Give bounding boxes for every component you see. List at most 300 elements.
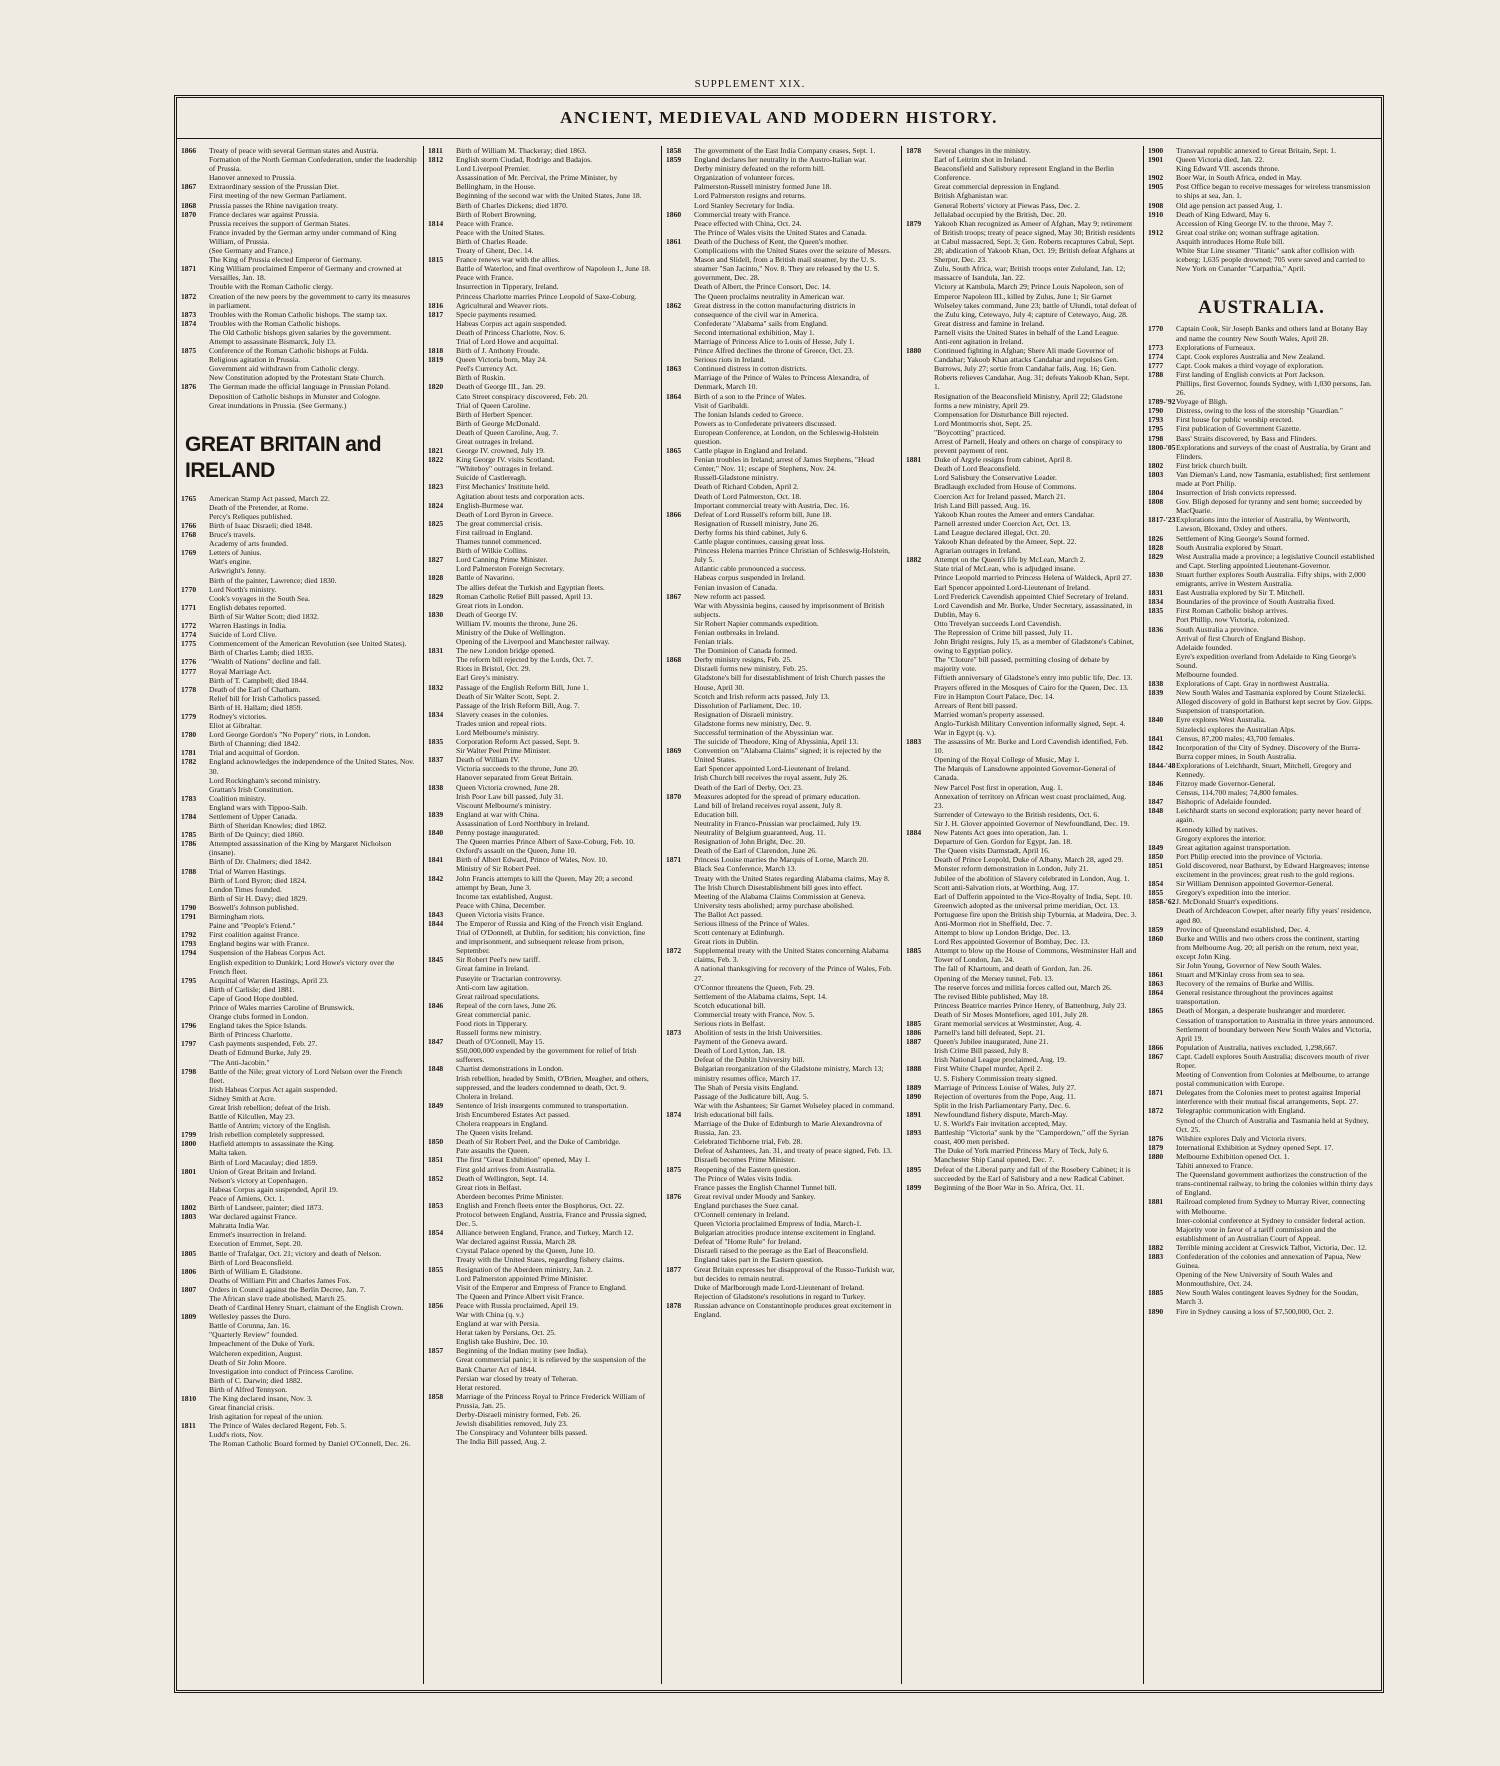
history-entry xyxy=(1148,146,1375,155)
history-entry xyxy=(1148,173,1375,182)
entry-text: Thames tunnel commenced. xyxy=(456,537,542,547)
entry-text: Education bill. xyxy=(694,809,739,819)
history-entry xyxy=(666,1092,895,1101)
entry-year: 1829 xyxy=(428,591,444,601)
entry-text: Birth of George McDonald. xyxy=(456,418,541,428)
history-entry xyxy=(181,730,417,739)
entry-text: Emmet's insurrection in Ireland. xyxy=(209,1230,307,1240)
history-entry xyxy=(428,710,655,719)
history-entry xyxy=(181,401,417,410)
entry-text: Fenian troubles in Ireland; arrest of James Stephens, "Head Center," Nov. 11; escape of Stephens, Nov. 24. xyxy=(694,455,875,474)
history-entry xyxy=(428,1146,655,1155)
entry-text: First house for public worship erected. xyxy=(1176,415,1294,425)
entry-text: The revised Bible published, May 18. xyxy=(934,991,1049,1001)
entry-text: Post Office began to receive messages for wireless transmission to ships at sea, Jan. 1. xyxy=(1176,182,1371,201)
history-entry xyxy=(1148,443,1375,461)
entry-year: 1791 xyxy=(181,912,197,922)
entry-text: Cook's voyages in the South Sea. xyxy=(209,593,310,603)
entry-year xyxy=(906,719,934,728)
entry-year xyxy=(906,419,934,428)
history-entry xyxy=(906,692,1137,701)
entry-year xyxy=(666,482,694,491)
entry-text: Derby forms his third cabinet, July 6. xyxy=(694,527,808,537)
entry-text: Lord Salisbury the Conservative Leader. xyxy=(934,473,1057,483)
entry-text: Portuguese fire upon the British ship Tyburnia, at Madeira, Dec. 3. xyxy=(934,909,1137,919)
history-entry xyxy=(428,201,655,210)
history-entry xyxy=(428,664,655,673)
entry-year: 1807 xyxy=(181,1284,197,1294)
history-entry xyxy=(906,846,1137,855)
history-entry xyxy=(906,1001,1137,1010)
history-entry xyxy=(906,1183,1137,1192)
entry-text: "Wealth of Nations" decline and fall. xyxy=(209,657,321,667)
entry-text: Earl of Dufferin appointed to the Vice-Royalty of India, Sept. 10. xyxy=(934,891,1133,901)
entry-year xyxy=(428,1292,456,1301)
entry-text: Agricultural and Weaver riots. xyxy=(456,300,549,310)
history-entry xyxy=(181,739,417,748)
entry-text: Death of the Pretender, at Rome. xyxy=(209,502,309,512)
entry-text: Phillips, first Governor, founds Sydney, with 1,030 persons, Jan. 26. xyxy=(1176,378,1372,398)
history-entry xyxy=(666,601,895,619)
entry-text: Supplemental treaty with the United States concerning Alabama claims, Feb. 3. xyxy=(694,946,889,965)
entry-text: Disraeli forms new ministry, Feb. 25. xyxy=(694,664,808,674)
history-entry xyxy=(906,564,1137,573)
entry-text: U. S. World's Fair invitation accepted, May. xyxy=(934,1119,1067,1129)
entry-text: Fitzroy made Governor-General. xyxy=(1176,779,1276,789)
history-entry xyxy=(906,837,1137,846)
entry-text: Burke and Willis and two others cross the continent, starting from Melbourne Aug. 20; all perish on the return, next year, except John King. xyxy=(1176,933,1360,961)
history-entry xyxy=(906,155,1137,164)
history-entry xyxy=(1148,834,1375,843)
history-entry xyxy=(428,719,655,728)
entry-year xyxy=(428,1110,456,1119)
history-entry xyxy=(181,1221,417,1230)
history-entry xyxy=(906,501,1137,510)
entry-text: Convention on "Alabama Claims" signed; it is rejected by the United States. xyxy=(694,746,882,765)
history-entry xyxy=(1148,888,1375,897)
entry-text: Rodney's victories. xyxy=(209,711,267,721)
history-entry xyxy=(666,583,895,592)
history-entry xyxy=(906,219,1137,264)
history-entry xyxy=(906,983,1137,992)
entry-year xyxy=(906,1101,934,1110)
entry-year xyxy=(428,1283,456,1292)
entry-year xyxy=(181,1103,209,1112)
entry-text: Passage of the Irish Reform Bill, Aug. 7. xyxy=(456,700,580,710)
history-entry xyxy=(1148,219,1375,228)
entry-year: 1774 xyxy=(1148,351,1164,361)
entry-text: Disraeli raised to the peerage as the Earl of Beaconsfield. xyxy=(694,1246,869,1256)
entry-year xyxy=(666,1228,694,1237)
history-entry xyxy=(906,264,1137,282)
history-entry xyxy=(906,919,1137,928)
history-entry xyxy=(666,855,895,864)
history-entry xyxy=(666,282,895,291)
history-entry xyxy=(666,1046,895,1055)
entry-text: Confederation of the colonies and annexation of Papua, New Guinea. xyxy=(1176,1251,1361,1271)
entry-text: England purchases the Suez canal. xyxy=(694,1200,799,1210)
entry-year xyxy=(666,1292,694,1301)
entry-text: American Stamp Act passed, March 22. xyxy=(209,493,330,503)
entry-text: Crystal Palace opened by the Queen, June 10. xyxy=(456,1246,595,1256)
history-entry xyxy=(1148,625,1375,634)
entry-text: Conference of the Roman Catholic bishops at Fulda. xyxy=(209,346,369,356)
entry-text: Passage of the Judicature bill, Aug. 5. xyxy=(694,1091,809,1101)
history-entry xyxy=(181,566,417,575)
entry-text: Food riots in Tipperary. xyxy=(456,1019,528,1028)
history-entry xyxy=(181,219,417,228)
entry-year: 1777 xyxy=(1148,360,1164,370)
history-entry xyxy=(666,1055,895,1064)
history-entry xyxy=(666,1110,895,1119)
entry-year: 1836 xyxy=(1148,624,1164,634)
entry-year xyxy=(666,1037,694,1046)
history-entry xyxy=(428,737,655,746)
entry-year: 1910 xyxy=(1148,209,1164,219)
entry-year xyxy=(666,874,694,883)
history-entry xyxy=(666,428,895,446)
history-entry xyxy=(666,919,895,928)
history-entry xyxy=(906,928,1137,937)
entry-year xyxy=(181,503,209,512)
entry-text: Greenwich adopted as the universal prime meridian, Oct. 13. xyxy=(934,900,1119,910)
entry-text: Majority vote in favor of a tariff commission and the establishment of an Australian Court of Appeal. xyxy=(1176,1224,1337,1243)
history-entry xyxy=(428,910,655,919)
entry-year xyxy=(428,655,456,664)
entry-text: King William proclaimed Emperor of Germany and crowned at Versailles, Jan. 18. xyxy=(209,264,402,283)
entry-text: Queen Victoria died, Jan. 22. xyxy=(1176,155,1265,165)
entry-year xyxy=(666,1101,694,1110)
entry-text: Death of the Earl of Clarendon, June 26. xyxy=(694,846,817,856)
entry-text: Eyre's expedition overland from Adelaide to King George's Sound. xyxy=(1176,651,1356,670)
entry-year: 1912 xyxy=(1148,227,1164,237)
history-entry xyxy=(906,619,1137,628)
entry-year: 1851 xyxy=(1148,860,1164,870)
entry-year xyxy=(906,819,934,828)
history-entry xyxy=(906,201,1137,210)
entry-year: 1868 xyxy=(181,200,197,210)
entry-text: Birth of Charles Lamb; died 1835. xyxy=(209,648,314,658)
entry-year xyxy=(906,546,934,555)
entry-text: Gold discovered, near Bathurst, by Edward Hargreaves; intense excitement in the provinces; great rush to the gold regions. xyxy=(1176,860,1370,880)
entry-text: Peace effected with China, Oct. 24. xyxy=(694,218,802,228)
history-entry xyxy=(906,583,1137,592)
history-entry xyxy=(906,974,1137,983)
entry-year: 1831 xyxy=(1148,588,1164,598)
entry-text: The Ionian Islands ceded to Greece. xyxy=(694,409,804,419)
history-entry xyxy=(428,983,655,992)
entry-text: Meeting of the Alabama Claims Commission at Geneva. xyxy=(694,891,866,901)
history-entry xyxy=(1148,1025,1375,1043)
entry-text: Trial of Warren Hastings. xyxy=(209,866,287,876)
entry-year xyxy=(906,1046,934,1055)
entry-year xyxy=(906,837,934,846)
entry-year xyxy=(181,612,209,621)
entry-year xyxy=(906,728,934,737)
entry-text: Suicide of Castlereagh. xyxy=(456,473,527,483)
history-entry xyxy=(666,1165,895,1174)
entry-text: Complications with the United States over the seizure of Messrs. Mason and Slidell, from a British mail steamer, by the U. S. steamer "San Jacinto," Nov. 8. They are released by the U. S. government, Dec. 28. xyxy=(694,246,891,283)
history-entry xyxy=(1148,734,1375,743)
history-entry xyxy=(181,1439,417,1448)
entry-text: Earl Spencer appointed Lord-Lieutenant of Ireland. xyxy=(694,764,851,774)
entry-text: Grant memorial services at Westminster, Aug. 4. xyxy=(934,1019,1082,1028)
history-entry xyxy=(906,1046,1137,1055)
entry-text: Duke of Argyle resigns from cabinet, April 8. xyxy=(934,455,1072,465)
history-entry xyxy=(428,1064,655,1073)
entry-text: Hanover separated from Great Britain. xyxy=(456,773,574,783)
entry-text: Trouble with the Roman Catholic clergy. xyxy=(209,282,333,292)
entry-text: A national thanksgiving for recovery of the Prince of Wales, Feb. 27. xyxy=(694,964,892,983)
entry-year xyxy=(666,1119,694,1137)
history-entry xyxy=(181,1158,417,1167)
entry-text: Sir John Young, Governor of New South Wales. xyxy=(1176,960,1322,970)
history-entry xyxy=(181,794,417,803)
entry-text: Great outrages in Ireland. xyxy=(456,437,534,446)
entry-text: Sir William Dennison appointed Governor-General. xyxy=(1176,879,1334,889)
history-entry xyxy=(666,764,895,773)
entry-text: Birth of De Quincy; died 1860. xyxy=(209,830,304,840)
entry-year: 1835 xyxy=(428,737,444,747)
entry-year: 1872 xyxy=(666,946,682,956)
entry-year: 1872 xyxy=(1148,1106,1164,1116)
entry-year xyxy=(428,282,456,291)
entry-text: Ministry of Sir Robert Peel. xyxy=(456,864,541,874)
entry-text: Anglo-Turkish Military Convention informally signed, Sept. 4. xyxy=(934,718,1126,728)
entry-year: 1848 xyxy=(428,1064,444,1074)
entry-text: Irish National League proclaimed, Aug. 19. xyxy=(934,1055,1067,1065)
entry-text: Monster reform demonstration in London, July 21. xyxy=(934,864,1089,874)
entry-text: King Edward VII. ascends throne. xyxy=(1176,164,1280,174)
entry-year xyxy=(1148,246,1176,273)
history-entry xyxy=(428,1110,655,1119)
history-entry xyxy=(666,364,895,373)
entry-year xyxy=(906,874,934,883)
entry-year xyxy=(906,655,934,673)
entry-year: 1830 xyxy=(1148,569,1164,579)
history-entry xyxy=(666,864,895,873)
entry-text: Cash payments suspended, Feb. 27. xyxy=(209,1039,318,1049)
entry-year xyxy=(666,1155,694,1164)
entry-text: Birth of J. Anthony Froude. xyxy=(456,346,540,356)
history-entry xyxy=(428,1410,655,1419)
history-entry xyxy=(181,548,417,557)
entry-year xyxy=(428,537,456,546)
entry-text: Commercial treaty with France. xyxy=(694,209,791,219)
entry-year xyxy=(666,319,694,328)
entry-text: Battle of Waterloo, and final overthrow of Napoleon I., June 18. xyxy=(456,264,651,274)
history-entry xyxy=(1148,1043,1375,1052)
entry-year: 1783 xyxy=(181,793,197,803)
entry-year xyxy=(1148,379,1176,397)
entry-text: Lord North's ministry. xyxy=(209,584,277,594)
entry-year: 1770 xyxy=(181,584,197,594)
entry-year xyxy=(428,492,456,501)
entry-year xyxy=(181,1112,209,1121)
entry-year xyxy=(906,710,934,719)
entry-text: Measures adopted for the spread of primary education. xyxy=(694,791,861,801)
entry-text: Stuart and M'Kinlay cross from sea to sea. xyxy=(1176,970,1305,980)
entry-year xyxy=(428,719,456,728)
entry-text: Chartist demonstrations in London. xyxy=(456,1064,564,1074)
history-entry xyxy=(906,601,1137,619)
entry-text: Death of King Edward, May 6. xyxy=(1176,209,1271,219)
history-entry xyxy=(906,455,1137,464)
entry-year: 1882 xyxy=(906,555,922,565)
entry-text: Attempt on the Queen's life by McLean, March 2. xyxy=(934,555,1086,565)
entry-year: 1802 xyxy=(181,1203,197,1213)
history-entry xyxy=(428,1074,655,1092)
entry-year xyxy=(428,1128,456,1137)
history-entry xyxy=(906,792,1137,810)
entry-year: 1860 xyxy=(1148,933,1164,943)
history-entry xyxy=(428,328,655,337)
history-entry xyxy=(666,628,895,637)
entry-year: 1829 xyxy=(1148,551,1164,561)
history-entry xyxy=(181,512,417,521)
history-entry xyxy=(428,510,655,519)
entry-year: 1863 xyxy=(1148,979,1164,989)
entry-year xyxy=(181,1330,209,1339)
entry-year xyxy=(428,319,456,328)
history-entry xyxy=(1148,397,1375,406)
history-entry xyxy=(428,1437,655,1446)
entry-text: Birth of Isaac Disraeli; died 1848. xyxy=(209,521,313,530)
entry-text: Peace of Amiens, Oct. 1. xyxy=(209,1193,285,1203)
entry-text: Land League declared illegal, Oct. 20. xyxy=(934,527,1051,537)
history-entry xyxy=(1148,725,1375,734)
history-entry xyxy=(181,1294,417,1303)
entry-text: Death of Princess Charlotte, Nov. 6. xyxy=(456,327,566,337)
history-entry xyxy=(428,1346,655,1355)
history-entry xyxy=(428,1355,655,1373)
entry-year xyxy=(181,191,209,200)
entry-text: The Prince of Wales visits India. xyxy=(694,1173,793,1183)
entry-year: 1876 xyxy=(1148,1133,1164,1143)
history-entry xyxy=(1148,1152,1375,1161)
entry-text: Irish Poor Law bill passed, July 31. xyxy=(456,791,564,801)
entry-year xyxy=(428,1419,456,1428)
entry-year xyxy=(906,637,934,655)
entry-text: The first "Great Exhibition" opened, May 1. xyxy=(456,1155,590,1165)
entry-text: Great agitation against transportation. xyxy=(1176,842,1291,852)
entry-year xyxy=(428,373,456,382)
history-column-3 xyxy=(661,146,901,1684)
entry-text: Herat taken by Persians, Oct. 25. xyxy=(456,1328,556,1338)
history-entry xyxy=(181,1267,417,1276)
history-entry xyxy=(1148,761,1375,779)
entry-year xyxy=(428,628,456,637)
history-entry xyxy=(428,819,655,828)
history-entry xyxy=(181,1085,417,1094)
entry-year xyxy=(666,901,694,910)
history-entry xyxy=(1148,1016,1375,1025)
entry-text: Telegraphic communication with England. xyxy=(1176,1106,1306,1116)
history-entry xyxy=(181,1358,417,1367)
entry-year: 1881 xyxy=(906,455,922,465)
history-entry xyxy=(906,901,1137,910)
entry-text: Death of Albert, the Prince Consort, Dec. 14. xyxy=(694,282,831,292)
entry-text: Zulu, South Africa, war; British troops enter Zululand, Jan. 12; massacre of Isandula, Jan. 22. xyxy=(934,264,1126,283)
history-entry xyxy=(181,264,417,282)
entry-text: Lord Palmerston resigns and returns. xyxy=(694,191,806,201)
history-entry xyxy=(906,1092,1137,1101)
entry-year xyxy=(428,701,456,710)
entry-text: Duke of Marlborough made Lord-Lieutenant of Ireland. xyxy=(694,1282,865,1292)
entry-year xyxy=(666,1201,694,1210)
history-entry xyxy=(906,946,1137,964)
history-entry xyxy=(666,1019,895,1028)
entry-text: Cattle plague in England and Ireland. xyxy=(694,446,808,456)
entry-year xyxy=(181,648,209,657)
entry-year xyxy=(666,1092,694,1101)
entry-year: 1876 xyxy=(181,382,197,392)
history-entry xyxy=(666,710,895,719)
history-entry xyxy=(181,985,417,994)
entry-text: London Times founded. xyxy=(209,884,282,894)
history-entry xyxy=(181,328,417,337)
entry-text: Visit of Garibaldi. xyxy=(694,400,750,410)
entry-year xyxy=(666,455,694,473)
history-entry xyxy=(1148,615,1375,624)
entry-year xyxy=(906,473,934,482)
entry-text: Bulgarian atrocities produce intense excitement in England. xyxy=(694,1228,876,1238)
entry-text: Important commercial treaty with Austria, Dec. 16. xyxy=(694,500,850,510)
entry-year xyxy=(666,1001,694,1010)
entry-text: Great coal strike on; woman suffrage agitation. xyxy=(1176,227,1320,237)
history-entry xyxy=(181,392,417,401)
entry-year xyxy=(1148,670,1176,679)
entry-year xyxy=(666,983,694,992)
entry-text: Derby ministry resigns, Feb. 25. xyxy=(694,655,793,665)
entry-text: (See Germany and France.) xyxy=(209,246,293,256)
entry-text: Attempt to blow up the House of Commons, Westminster Hall and Tower of London, Jan. 24. xyxy=(934,946,1137,965)
entry-year xyxy=(428,173,456,191)
history-entry xyxy=(666,246,895,282)
history-entry xyxy=(906,519,1137,528)
entry-text: Battle of Trafalgar, Oct. 21; victory and death of Nelson. xyxy=(209,1248,382,1258)
entry-year xyxy=(906,583,934,592)
entry-year xyxy=(428,473,456,482)
entry-text: Defeat of the Dublin University bill. xyxy=(694,1055,805,1065)
entry-year xyxy=(666,519,694,528)
history-entry xyxy=(181,657,417,666)
entry-text: War declared against France. xyxy=(209,1212,297,1222)
history-entry xyxy=(666,910,895,919)
entry-text: Accession of King George IV. to the throne, May 7. xyxy=(1176,218,1334,228)
entry-text: Stuart further explores South Australia. Fifty ships, with 2,000 emigrants, arrive in Western Australia. xyxy=(1176,569,1366,589)
entry-text: Trades union and repeal riots. xyxy=(456,718,547,728)
entry-text: White Star Line steamer "Titanic" sank after collision with iceberg; 1,635 people drowned; 705 were saved and carried to New York on Cunarder "Carpathia," April. xyxy=(1176,246,1365,274)
entry-year xyxy=(428,583,456,592)
entry-year xyxy=(428,364,456,373)
history-entry xyxy=(428,191,655,200)
entry-year: 1848 xyxy=(1148,806,1164,816)
entry-year xyxy=(181,894,209,903)
entry-year: 1811 xyxy=(181,1421,196,1431)
entry-year xyxy=(906,392,934,410)
entry-text: Birth of Princess Charlotte. xyxy=(209,1030,293,1040)
entry-year xyxy=(906,692,934,701)
history-entry xyxy=(181,1312,417,1321)
history-entry xyxy=(428,528,655,537)
entry-text: Birth of Sir Walter Scott; died 1832. xyxy=(209,611,319,621)
entry-year: 1802 xyxy=(1148,460,1164,470)
entry-text: The Old Catholic bishops given salaries by the government. xyxy=(209,327,392,337)
entry-text: Great inundations in Prussia. (See Germany.) xyxy=(209,400,347,410)
entry-text: Warren Hastings in India. xyxy=(209,621,287,631)
entry-text: Reopening of the Eastern question. xyxy=(694,1164,801,1174)
